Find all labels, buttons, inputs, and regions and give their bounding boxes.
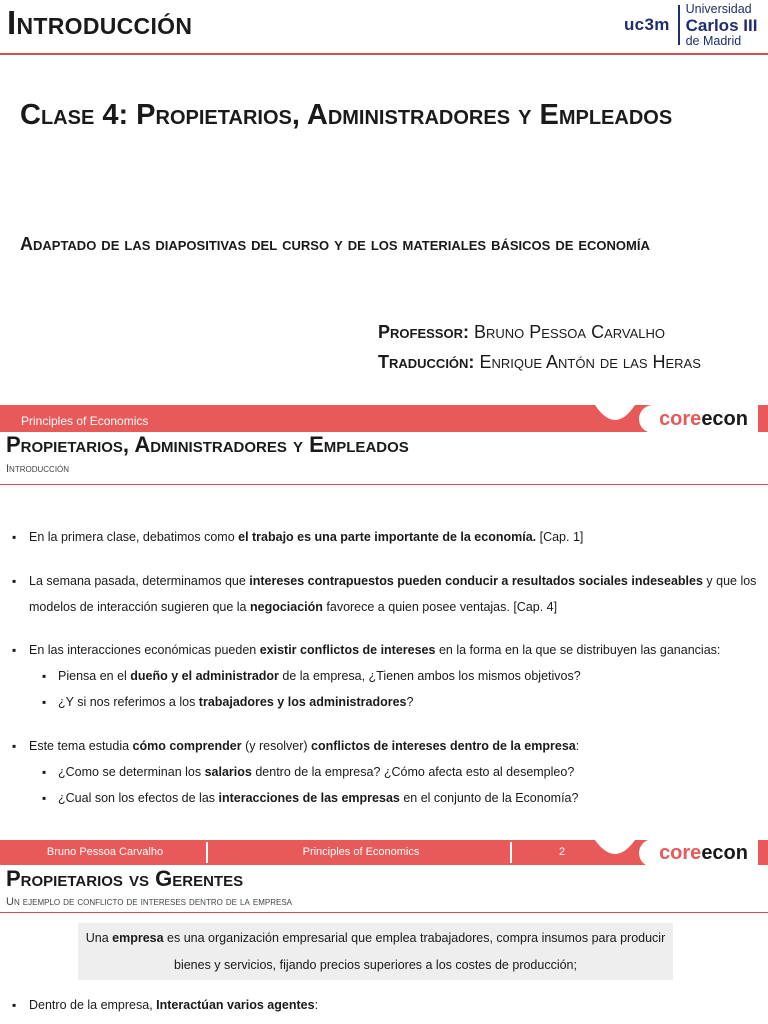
translation-name: Enrique Antón de las Heras <box>479 352 701 372</box>
brand-core: core <box>659 841 702 864</box>
footer-course: Principles of Economics <box>302 846 420 858</box>
bar-notch-icon <box>595 405 635 432</box>
logo-line-2: Carlos III <box>685 15 758 35</box>
definition-box: Una empresa es una organización empresarial que emplea trabajadores, compra insumos para producir bienes y servicios, fijando precios superiores a los costes de producción; <box>78 923 673 980</box>
slide-title: Propietarios, Administradores y Empleados <box>6 432 409 457</box>
title-divider <box>0 53 768 55</box>
course-name: Principles of Economics <box>21 414 149 428</box>
bullet-group <box>12 733 762 811</box>
slide-subtitle: Introducción <box>6 463 70 475</box>
logo-line-3: de Madrid <box>685 33 742 48</box>
bar-notch-icon <box>595 840 635 865</box>
logo-short: uc3m <box>624 15 670 34</box>
lecture-subheading: Adaptado de las diapositivas del curso y de los materiales básicos de economía <box>20 234 650 254</box>
footer-author: Bruno Pessoa Carvalho <box>46 846 164 858</box>
footer-divider <box>206 842 208 863</box>
page-number: 2 <box>558 846 566 858</box>
bullet-item: ▪ Este tema estudia cómo comprender (y resolver) conflictos de intereses dentro de la empresa: <box>12 733 762 759</box>
sub-bullet-item: ▪ ¿Y si nos referimos a los trabajadores y los administradores? <box>12 689 762 715</box>
coreecon-logo <box>639 405 758 433</box>
sub-bullet-item: ▪ ¿Cual son los efectos de las interacciones de las empresas en el conjunto de la Economía? <box>12 785 762 811</box>
bullet-item: ▪ En las interacciones económicas pueden existir conflictos de intereses en la forma en la que se distribuyen las ganancias: <box>12 637 762 663</box>
professor-credit <box>378 322 665 343</box>
coreecon-logo <box>639 839 758 867</box>
logo-line-1: Universidad <box>685 2 752 16</box>
bullet-group <box>12 568 762 620</box>
sub-bullet-item: ▪ ¿Como se determinan los salarios dentro de la empresa? ¿Cómo afecta esto al desempleo? <box>12 759 762 785</box>
title-slide <box>0 0 768 405</box>
logo-divider <box>678 5 680 45</box>
title-divider <box>0 912 768 913</box>
professor-name: Bruno Pessoa Carvalho <box>473 322 665 342</box>
bullet-group <box>12 992 762 1018</box>
translation-label: Traducción: <box>378 352 475 372</box>
lecture-heading: Clase 4: Propietarios, Administradores y Empleados <box>20 99 673 131</box>
bullet-item: ▪ Dentro de la empresa, Interactúan varios agentes: <box>12 992 762 1018</box>
translation-credit <box>378 352 701 373</box>
slide-title: Propietarios vs Gerentes <box>6 866 244 891</box>
bullet-group <box>12 524 762 550</box>
bullet-group <box>12 637 762 715</box>
slide-title: Introducción <box>7 4 193 41</box>
brand-econ: econ <box>701 841 748 864</box>
brand-econ: econ <box>701 407 748 430</box>
slide-subtitle: Un ejemplo de conflicto de intereses dentro de la empresa <box>6 896 293 908</box>
uc3m-logo <box>624 3 757 47</box>
title-divider <box>0 484 768 485</box>
professor-label: Professor: <box>378 322 469 342</box>
bullet-item: ▪ La semana pasada, determinamos que intereses contrapuestos pueden conducir a resultados sociales indeseables y que los modelos de interacción sugieren que la negociación favorece a quien posee ventajas. [Cap. 4] <box>12 568 762 620</box>
course-header-bar <box>0 405 768 432</box>
logo-university-name <box>686 3 758 47</box>
brand-core: core <box>659 407 702 430</box>
slide-footer-bar <box>0 840 768 865</box>
sub-bullet-item: ▪ Piensa en el dueño y el administrador de la empresa, ¿Tienen ambos los mismos objetivos? <box>12 663 762 689</box>
bullet-item: ▪ En la primera clase, debatimos como el trabajo es una parte importante de la economía. [Cap. 1] <box>12 524 762 550</box>
